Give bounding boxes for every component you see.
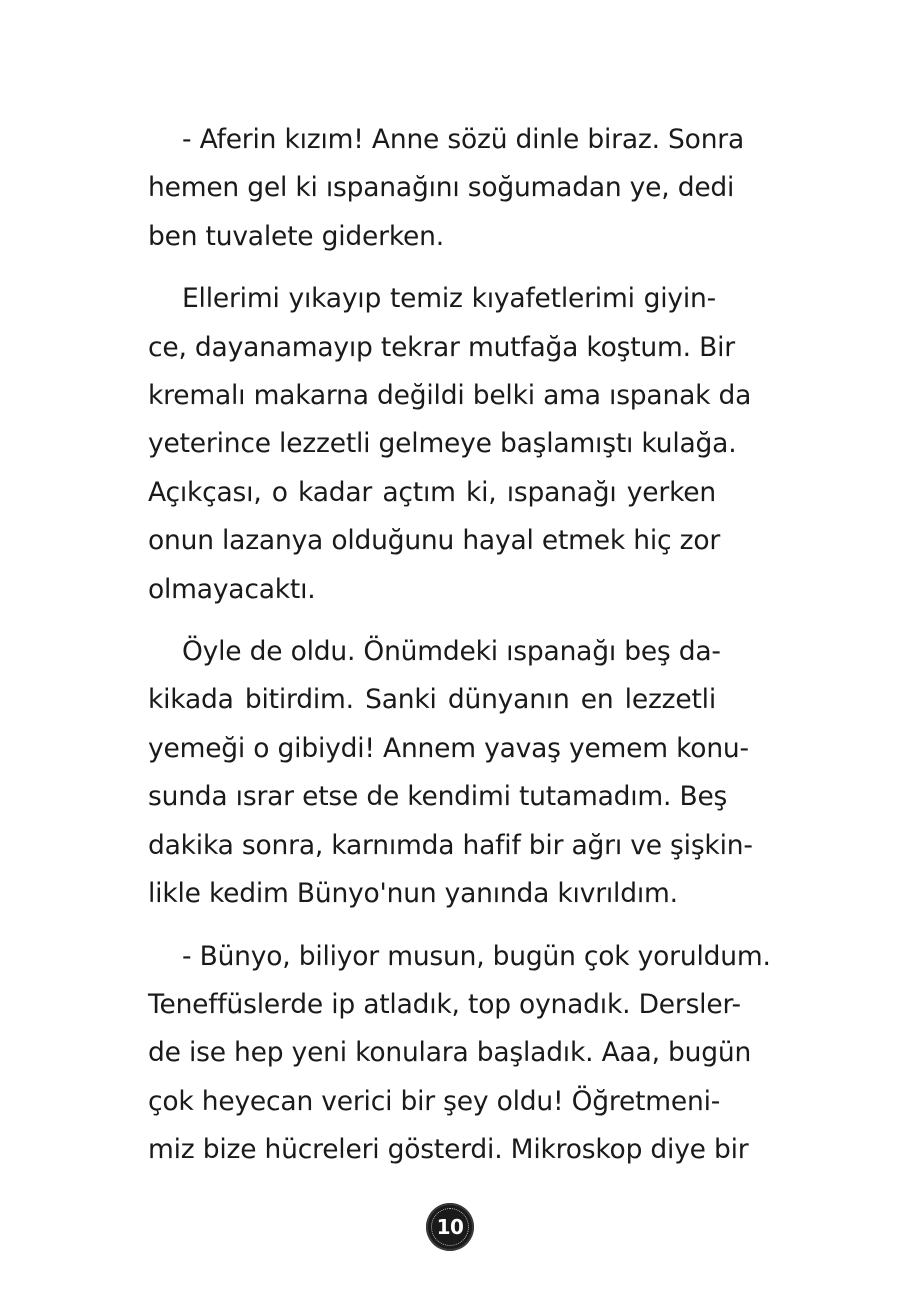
text-line: Öyle de oldu. Önümdeki ıspanağı beş da- <box>182 636 721 668</box>
text-line: yeterince lezzetli gelmeye başlamıştı kulağa. <box>148 428 737 460</box>
paragraph-2 <box>148 275 752 614</box>
text-line: miz bize hücreleri gösterdi. Mikroskop diye bir <box>148 1134 749 1166</box>
text-line: hemen gel ki ıspanağını soğumadan ye, dedi <box>148 172 735 204</box>
text-line: kikada bitirdim. Sanki dünyanın en lezzetli <box>148 684 716 716</box>
text-line: dakika sonra, karnımda hafif bir ağrı ve şişkin- <box>148 829 753 861</box>
text-line: - Aferin kızım! Anne sözü dinle biraz. Sonra <box>182 124 745 155</box>
text-line: çok heyecan verici bir şey oldu! Öğretmeni- <box>148 1085 721 1117</box>
text-line: Ellerimi yıkayıp temiz kıyafetlerimi giyin- <box>182 283 716 315</box>
page-body <box>148 116 771 1175</box>
text-line: de ise hep yeni konulara başladık. Aaa, bugün <box>148 1037 752 1069</box>
paragraph-1 <box>148 116 745 261</box>
text-line: Açıkçası, o kadar açtım ki, ıspanağı yerken <box>148 476 716 508</box>
text-line: sunda ısrar etse de kendimi tutamadım. Beş <box>148 781 728 813</box>
page-number: 10 <box>436 1215 464 1239</box>
paragraph-3 <box>148 628 753 918</box>
paragraph-4 <box>148 933 771 1175</box>
text-line: onun lazanya olduğunu hayal etmek hiç zor <box>148 525 721 557</box>
text-line: kremalı makarna değildi belki ama ıspanak da <box>148 380 752 412</box>
text-line: ben tuvalete giderken. <box>148 220 444 252</box>
text-line: ce, dayanamayıp tekrar mutfağa koştum. Bir <box>148 331 735 363</box>
text-line: olmayacaktı. <box>148 573 316 605</box>
text-line: likle kedim Bünyo'nun yanında kıvrıldım. <box>148 878 678 910</box>
page-number-badge <box>426 1203 474 1251</box>
text-line: yemeği o gibiydi! Annem yavaş yemem konu- <box>148 732 749 764</box>
text-line: Teneffüslerde ip atladık, top oynadık. Dersler- <box>148 988 741 1020</box>
text-line: - Bünyo, biliyor musun, bugün çok yoruldum. <box>182 940 771 972</box>
